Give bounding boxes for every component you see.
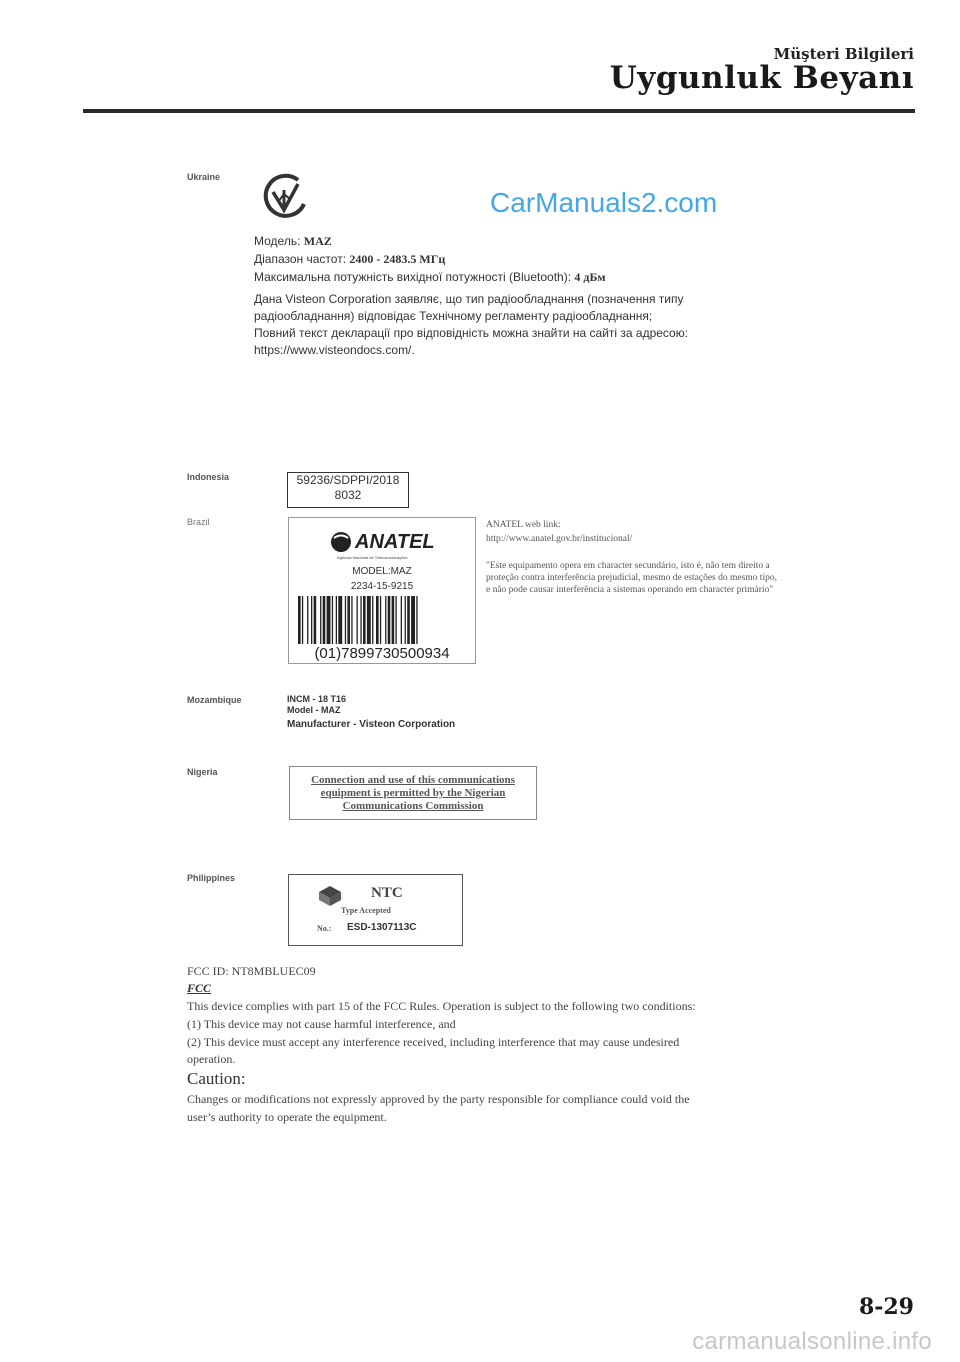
fcc-compliance-line-4: operation.: [187, 1052, 236, 1066]
nigeria-notice-text: [290, 767, 536, 813]
page-title: Uygunluk Beyanı: [609, 60, 914, 96]
indonesia-cert-code: 8032: [334, 488, 362, 502]
anatel-notice-line-1: "Este equipamento opera em character secundário, isto é, não tem direito a: [486, 561, 770, 571]
ukraine-frequency-line: [254, 252, 445, 267]
mozambique-incm: INCM - 18 T16: [287, 694, 347, 704]
fcc-logo: FCC: [187, 981, 212, 995]
header-rule: [83, 109, 915, 113]
anatel-code: 2234-15-9215: [350, 581, 414, 592]
country-label-brazil: Brazil: [187, 517, 210, 527]
anatel-web-label: ANATEL web link:: [486, 520, 561, 530]
ukraine-conformity-mark-icon: [260, 172, 310, 224]
ukraine-declaration-line-2: радіообладнання) відповідає Технічному регламенту радіообладнання;: [254, 309, 653, 323]
indonesia-cert-number: 59236/SDPPI/2018: [296, 473, 400, 487]
anatel-logo-text: ANATEL: [355, 531, 435, 553]
caution-title: Caution:: [187, 1069, 246, 1088]
section-title: Müşteri Bilgileri: [773, 45, 914, 63]
ukraine-declaration-line-3: Повний текст декларації про відповідність можна знайти на сайті за адресою:: [254, 326, 689, 340]
ukraine-frequency-label: Діапазон частот:: [254, 252, 347, 266]
anatel-label-box: [288, 517, 476, 664]
ukraine-power-line: [254, 270, 606, 285]
caution-line-1: Changes or modifications not expressly approved by the party responsible for compliance could void the: [187, 1092, 690, 1106]
fcc-id: FCC ID: NT8MBLUEC09: [187, 964, 316, 978]
ukraine-model-value: MAZ: [303, 234, 332, 248]
anatel-notice-line-2: proteção contra interferência prejudicial, mesmo de estações do mesmo tipo,: [486, 573, 777, 583]
ukraine-declaration-line-1: Дана Visteon Corporation заявляє, що тип радіообладнання (позначення типу: [254, 292, 684, 306]
nigeria-notice-line-1: Connection and use of this communications: [311, 774, 515, 786]
watermark-text: CarManuals2.com: [490, 187, 718, 218]
country-label-mozambique: Mozambique: [187, 695, 242, 705]
country-label-philippines: Philippines: [187, 873, 236, 883]
nigeria-notice-line-2: equipment is permitted by the Nigerian: [320, 787, 506, 799]
anatel-logo-subtitle: Agência Nacional de Telecomunicações: [337, 555, 408, 560]
barcode-number: (01)7899730500934: [314, 645, 450, 662]
anatel-logo-icon: [329, 530, 353, 554]
ntc-brand: NTC: [371, 885, 403, 901]
ukraine-model-line: [254, 234, 332, 249]
mozambique-model: Model - MAZ: [287, 705, 341, 715]
ukraine-declaration-url[interactable]: https://www.visteondocs.com/.: [254, 343, 415, 357]
nigeria-notice-box: [289, 766, 537, 820]
ukraine-frequency-value: 2400 - 2483.5 МГц: [349, 252, 446, 266]
mozambique-manufacturer: Manufacturer - Visteon Corporation: [287, 719, 456, 730]
country-label-nigeria: Nigeria: [187, 767, 218, 777]
ntc-type-accepted: Type Accepted: [341, 906, 391, 915]
fcc-compliance-line-3: (2) This device must accept any interference received, including interference that may cause undesired: [187, 1035, 680, 1049]
country-label-indonesia: Indonesia: [187, 472, 230, 482]
nigeria-notice-line-3: Communications Commission: [342, 800, 484, 812]
ntc-number-label: No.:: [317, 924, 332, 933]
footer-watermark: carmanualsonline.info: [692, 1328, 932, 1355]
ntc-logo-icon: [317, 884, 343, 908]
country-label-ukraine: Ukraine: [187, 172, 221, 182]
ntc-label-box: [288, 874, 463, 946]
indonesia-cert-box: [287, 472, 409, 508]
ukraine-model-label: Модель:: [254, 234, 301, 248]
anatel-notice-line-3: e não pode causar interferência a sistemas operando em character primário": [486, 585, 774, 595]
page-number: 8-29: [858, 1294, 914, 1320]
anatel-model: MODEL:MAZ: [352, 566, 412, 577]
anatel-web-url[interactable]: http://www.anatel.gov.br/institucional/: [486, 534, 633, 544]
caution-line-2: user’s authority to operate the equipment.: [187, 1110, 387, 1124]
barcode-icon: [298, 596, 466, 644]
fcc-compliance-line-2: (1) This device may not cause harmful interference, and: [187, 1017, 456, 1031]
ntc-number-value: ESD-1307113C: [347, 922, 417, 933]
ukraine-power-label: Максимальна потужність вихідної потужності (Bluetooth):: [254, 270, 572, 284]
ukraine-power-value: 4 дБм: [574, 270, 606, 284]
fcc-compliance-line-1: This device complies with part 15 of the FCC Rules. Operation is subject to the following two conditions:: [187, 999, 696, 1013]
